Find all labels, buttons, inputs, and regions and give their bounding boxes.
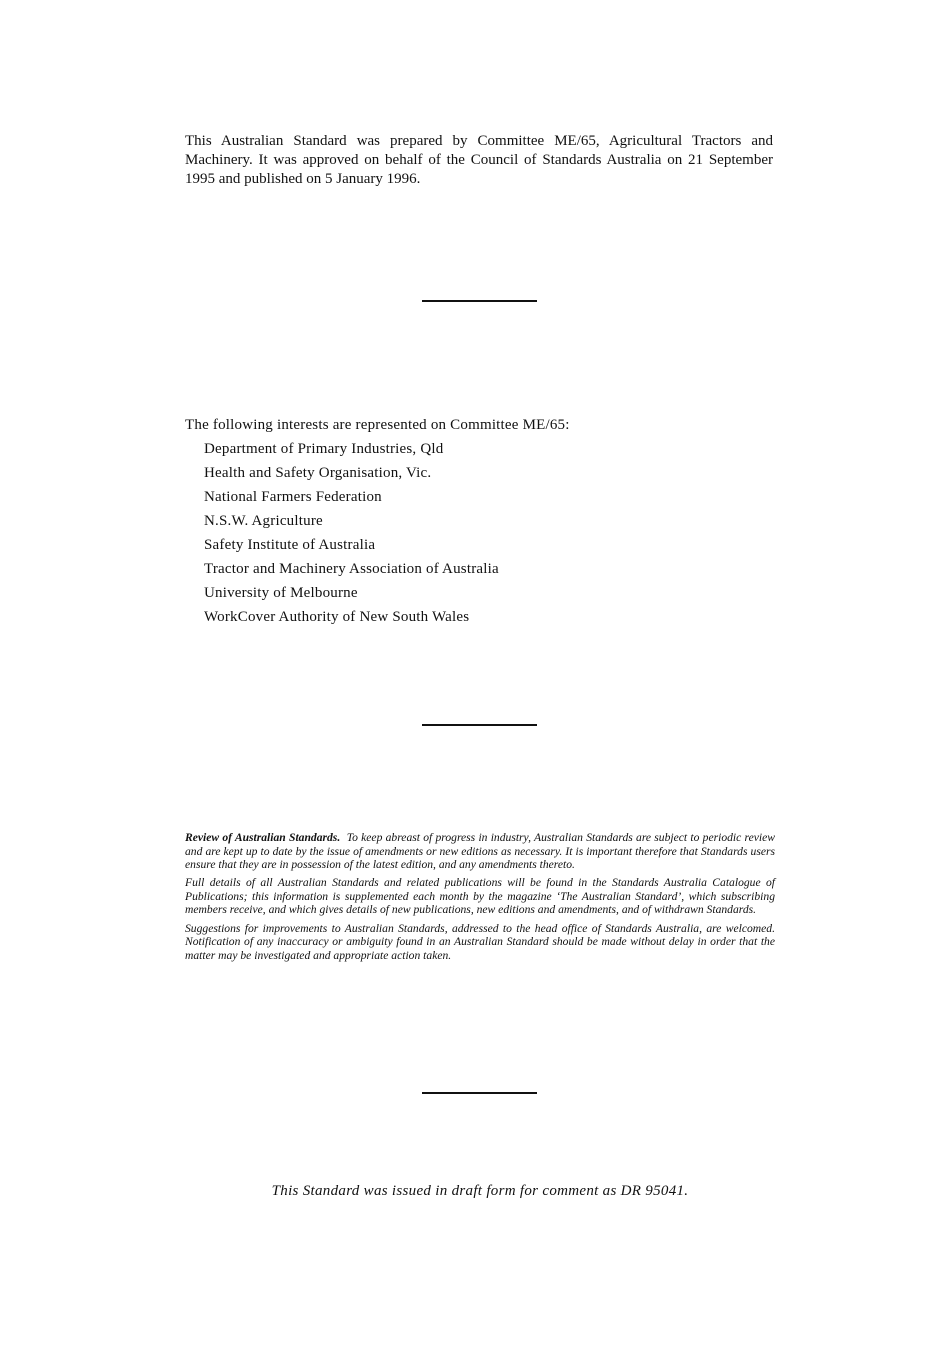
suggestions-paragraph: Suggestions for improvements to Australian Standards, addressed to the head office of Standards Australia, are welcomed. Notification of any inaccuracy or ambiguity found in an Australian Standard should be made without delay in order that the matter may be investigated and appropriate action taken. bbox=[185, 921, 775, 962]
review-heading: Review of Australian Standards. bbox=[185, 831, 341, 844]
interest-item: Tractor and Machinery Association of Australia bbox=[204, 561, 499, 577]
interest-item: WorkCover Authority of New South Wales bbox=[204, 609, 470, 625]
catalogue-paragraph: Full details of all Australian Standards and related publications will be found in the Standards Australia Catalogue of Publications; this information is supplemented each month by the magazine ‘The Australian Standard’, which subscribing members receive, and which gives details of new publications, new editions and amendments, and of withdrawn Standards. bbox=[185, 876, 775, 917]
section-divider bbox=[422, 1092, 537, 1094]
review-paragraph-text: To keep abreast of progress in industry, Australian Standards are subject to periodic review and are kept up to date by the issue of amendments or new editions as necessary. It is important therefore that Standards users ensure that they are in possession of the latest edition, and any amendments thereto. bbox=[185, 831, 775, 872]
interests-list bbox=[185, 437, 785, 629]
interest-item: Department of Primary Industries, Qld bbox=[204, 441, 444, 457]
interest-item: Safety Institute of Australia bbox=[204, 537, 376, 553]
interest-item: N.S.W. Agriculture bbox=[204, 513, 323, 529]
section-divider bbox=[422, 724, 537, 726]
committee-interests bbox=[185, 413, 785, 629]
review-notice bbox=[185, 831, 775, 967]
interest-item: Health and Safety Organisation, Vic. bbox=[204, 465, 432, 481]
section-divider bbox=[422, 300, 537, 302]
approval-statement: This Australian Standard was prepared by Committee ME/65, Agricultural Tractors and Machinery. It was approved on behalf of the Council of Standards Australia on 21 September 1995 and published on 5 January 1996. bbox=[185, 133, 773, 187]
interest-item: National Farmers Federation bbox=[204, 489, 382, 505]
draft-note: This Standard was issued in draft form for comment as DR 95041. bbox=[271, 1183, 689, 1199]
interests-heading: The following interests are represented on Committee ME/65: bbox=[185, 417, 570, 433]
review-paragraph bbox=[185, 831, 775, 872]
interest-item: University of Melbourne bbox=[204, 585, 358, 601]
